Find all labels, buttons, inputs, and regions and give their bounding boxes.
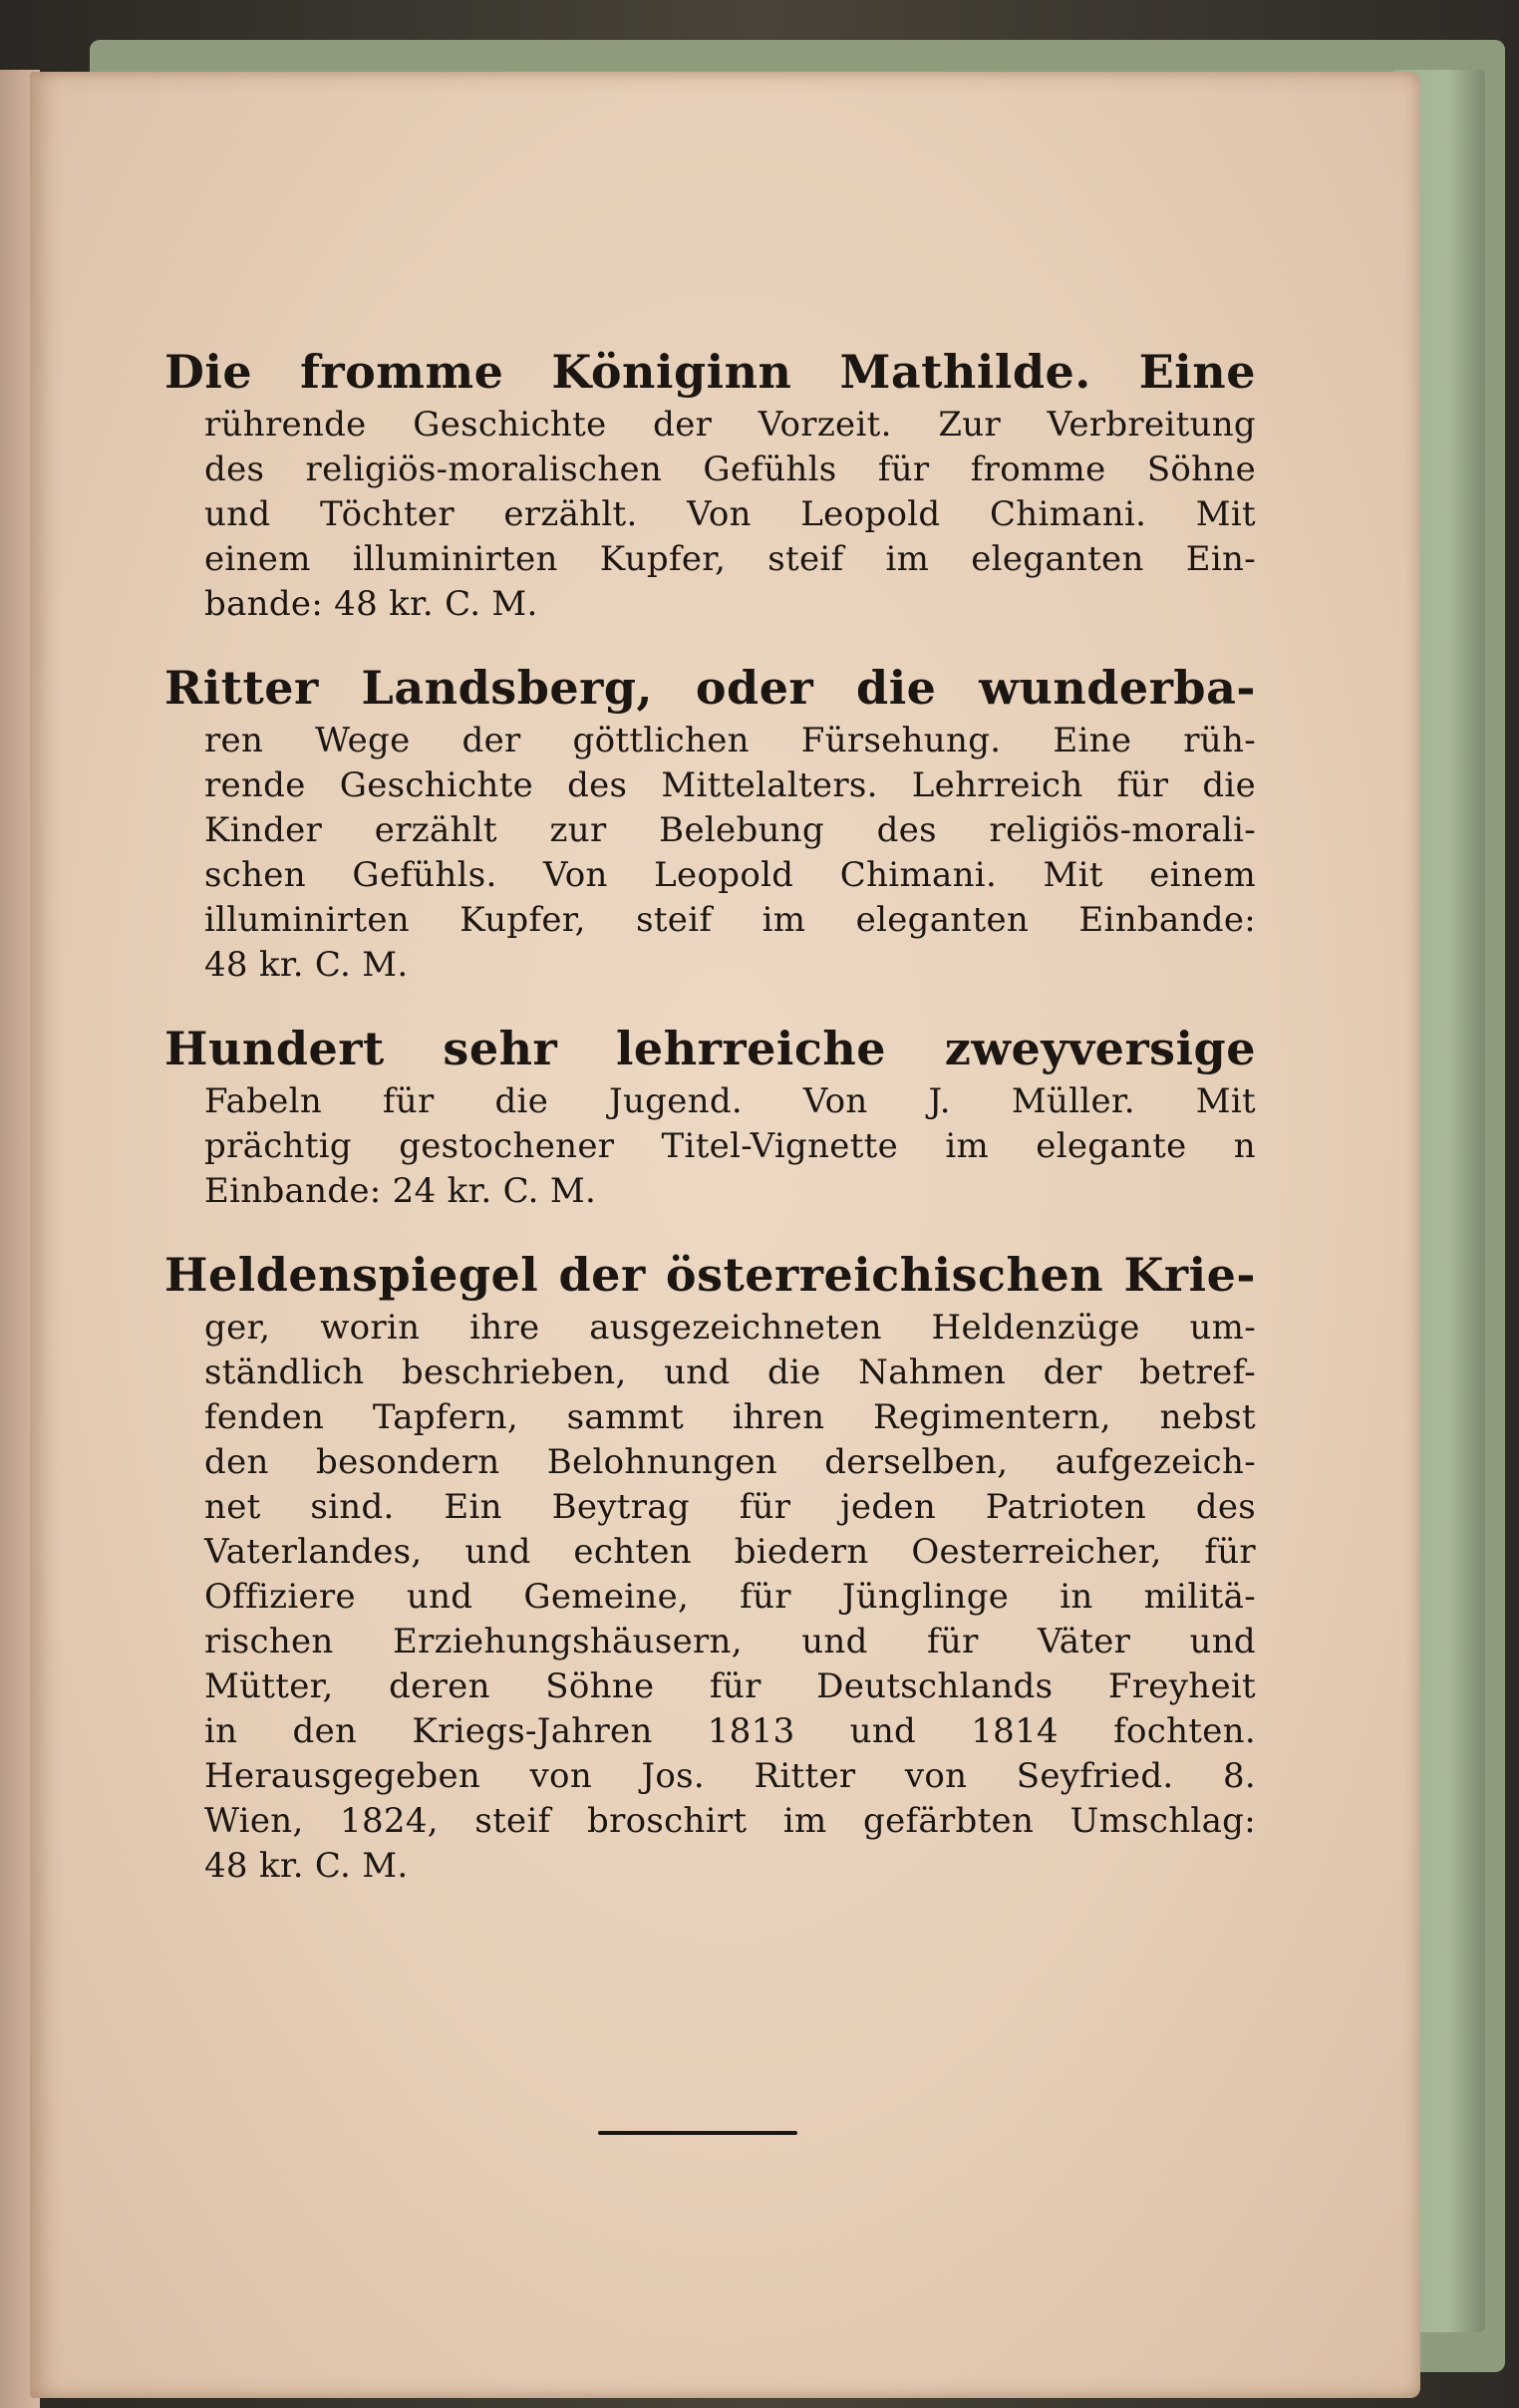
entry-fabeln xyxy=(164,1018,1256,1214)
entry-mathilde xyxy=(164,341,1256,627)
entry-price-line: 48 kr. C. M. xyxy=(204,945,409,985)
entry-title: Hundert sehr lehrreiche zweyversige xyxy=(164,1022,1256,1075)
entry-price-line: Einbande: 24 kr. C. M. xyxy=(204,1171,597,1211)
entry-line: ger, worin ihre ausgezeichneten Heldenzüge um- xyxy=(204,1308,1256,1348)
entry-line: des religiös-moralischen Gefühls für fromme Söhne xyxy=(204,450,1256,489)
entry-title: Heldenspiegel der österreichischen Krie- xyxy=(164,1248,1256,1302)
entry-line: Herausgegeben von Jos. Ritter von Seyfried. 8. xyxy=(204,1756,1256,1796)
entry-line: einem illuminirten Kupfer, steif im eleganten Ein- xyxy=(204,539,1256,579)
entry-line: den besondern Belohnungen derselben, aufgezeich- xyxy=(204,1442,1256,1482)
book-page xyxy=(30,72,1420,2398)
entry-price-line: 48 kr. C. M. xyxy=(204,1846,409,1886)
entry-line: Vaterlandes, und echten biedern Oesterreicher, für xyxy=(204,1532,1256,1572)
entry-line: Mütter, deren Söhne für Deutschlands Freyheit xyxy=(204,1666,1256,1706)
entry-title: Die fromme Königinn Mathilde. Eine xyxy=(164,345,1256,399)
entry-line: Fabeln für die Jugend. Von J. Müller. Mit xyxy=(204,1081,1256,1121)
entry-line: ren Wege der göttlichen Fürsehung. Eine rüh- xyxy=(204,721,1256,760)
entry-landsberg xyxy=(164,657,1256,988)
entry-line: ständlich beschrieben, und die Nahmen der betref- xyxy=(204,1353,1256,1392)
entry-line: net sind. Ein Beytrag für jeden Patrioten des xyxy=(204,1487,1256,1527)
entry-line: Offiziere und Gemeine, für Jünglinge in militä- xyxy=(204,1577,1256,1617)
entry-line: prächtig gestochener Titel-Vignette im elegante n xyxy=(204,1126,1256,1166)
entry-line: schen Gefühls. Von Leopold Chimani. Mit einem xyxy=(204,855,1256,895)
entry-line: rührende Geschichte der Vorzeit. Zur Verbreitung xyxy=(204,405,1256,445)
entry-line: in den Kriegs-Jahren 1813 und 1814 fochten. xyxy=(204,1711,1256,1751)
entry-line: Kinder erzählt zur Belebung des religiös-morali- xyxy=(204,810,1256,850)
entry-price-line: bande: 48 kr. C. M. xyxy=(204,584,538,624)
decorative-rule xyxy=(598,2131,797,2135)
entry-line: rischen Erziehungshäusern, und für Väter und xyxy=(204,1622,1256,1661)
entry-line: illuminirten Kupfer, steif im eleganten Einbande: xyxy=(204,900,1256,940)
entry-line: und Töchter erzählt. Von Leopold Chimani. Mit xyxy=(204,494,1256,534)
entry-line: rende Geschichte des Mittelalters. Lehrreich für die xyxy=(204,765,1256,805)
advertisement-list xyxy=(164,341,1256,1919)
entry-line: Wien, 1824, steif broschirt im gefärbten Umschlag: xyxy=(204,1801,1256,1841)
entry-title: Ritter Landsberg, oder die wunderba- xyxy=(164,661,1256,715)
entry-line: fenden Tapfern, sammt ihren Regimentern, nebst xyxy=(204,1397,1256,1437)
entry-heldenspiegel xyxy=(164,1244,1256,1889)
